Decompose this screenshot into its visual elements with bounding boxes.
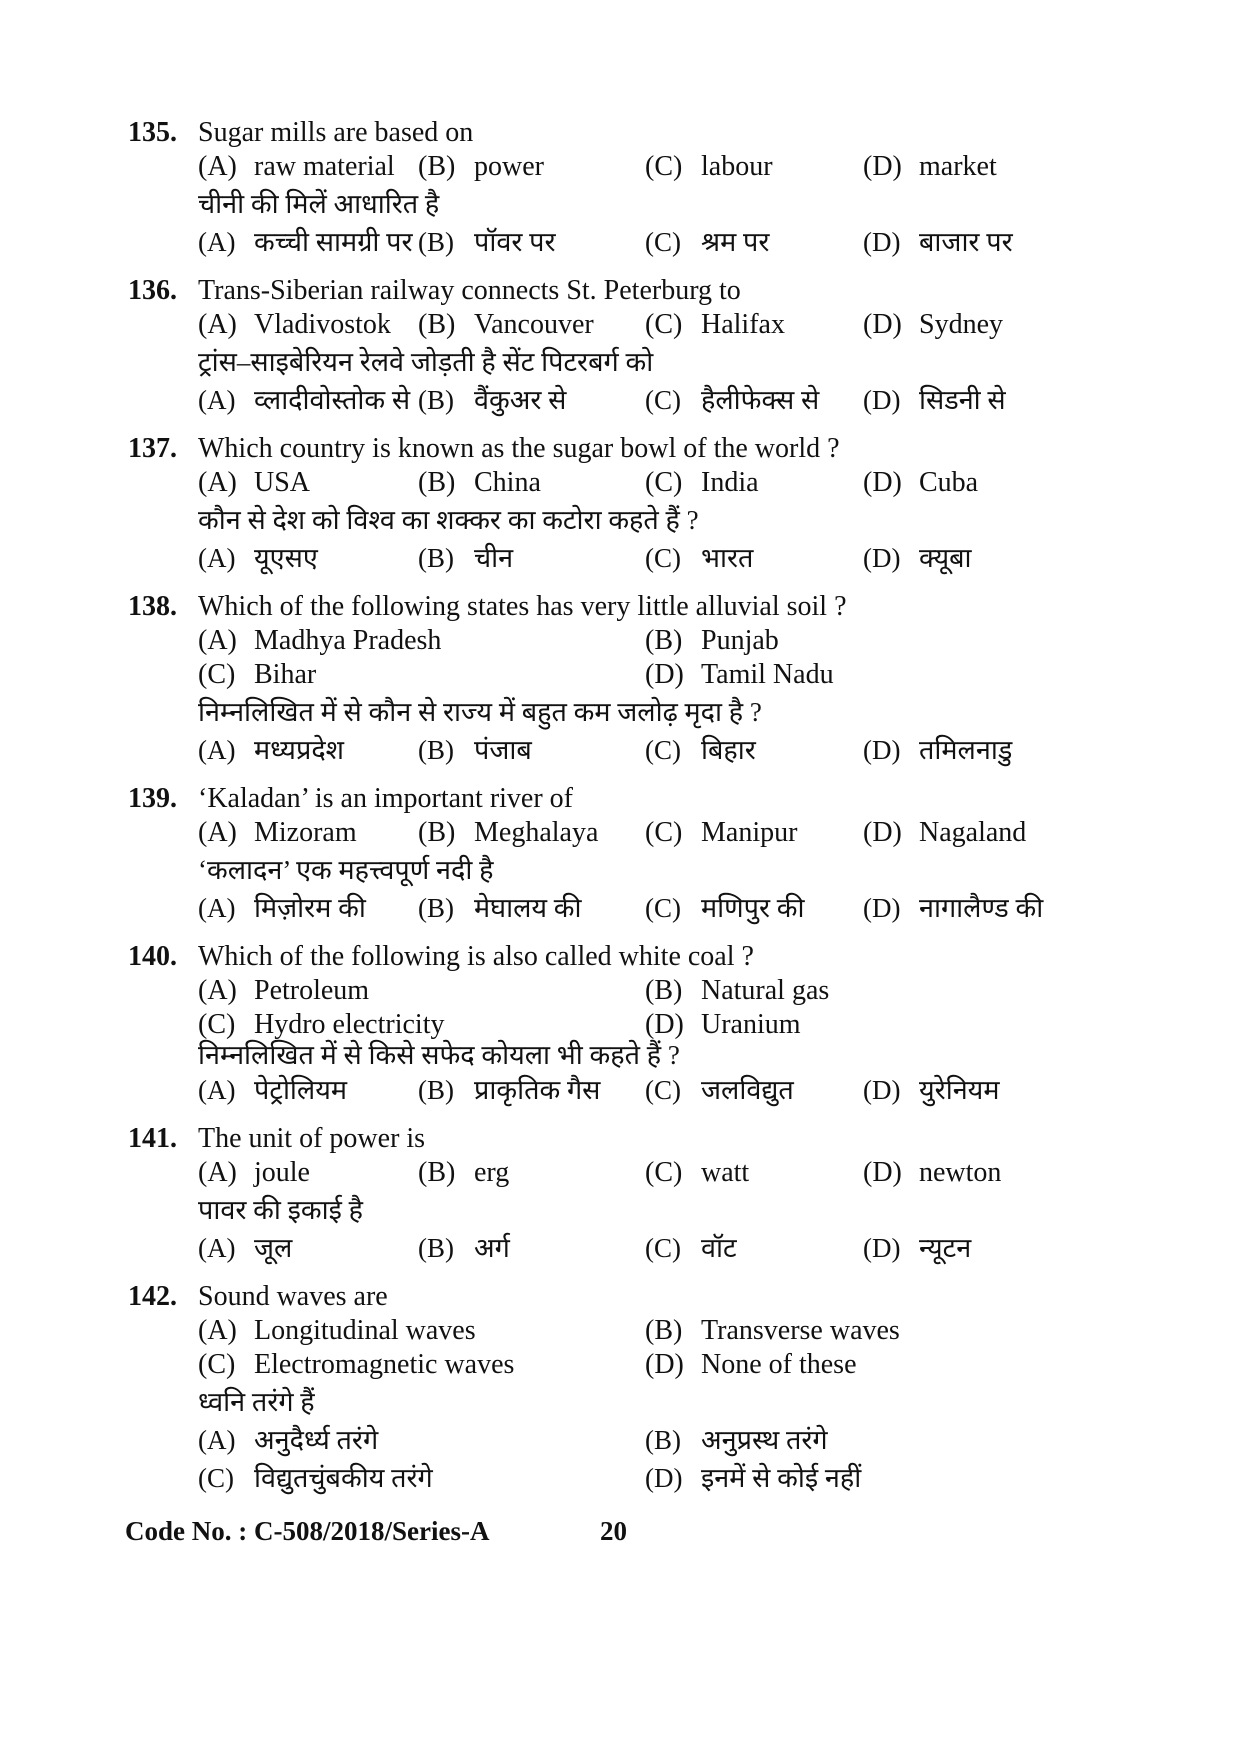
option-d	[863, 467, 978, 499]
option-label: (D)	[645, 659, 684, 690]
question-number: 139.	[128, 783, 177, 814]
page-number: 20	[600, 1516, 627, 1546]
option-text: China	[474, 467, 541, 498]
option-text: Madhya Pradesh	[254, 625, 442, 656]
option-text: Nagaland	[919, 817, 1027, 848]
option-label: (A)	[198, 893, 236, 923]
question-title: Which of the following states has very little alluvial soil ?	[198, 591, 847, 622]
option-label: (B)	[418, 467, 456, 498]
option-label: (A)	[198, 151, 237, 182]
option-label: (C)	[645, 1075, 681, 1105]
option-text: जूल	[254, 1233, 293, 1263]
option-label: (D)	[863, 1233, 901, 1263]
option-label: (B)	[418, 151, 456, 182]
option-text: जलविद्युत	[701, 1075, 794, 1105]
option-label: (D)	[863, 1157, 902, 1188]
option-text: चीन	[474, 543, 514, 573]
footer-code: Code No. : C-508/2018/Series-A	[125, 1516, 490, 1546]
option-label: (D)	[863, 151, 902, 182]
question-number: 142.	[128, 1281, 177, 1312]
option-d	[863, 1157, 1001, 1189]
option-label: (D)	[863, 227, 901, 257]
question-title: Which of the following is also called white coal ?	[198, 941, 754, 972]
option-label: (B)	[645, 1425, 681, 1455]
option-label: (A)	[198, 543, 236, 573]
question-number: 140.	[128, 941, 177, 972]
option-a	[198, 151, 395, 183]
option-text: Hydro electricity	[254, 1009, 445, 1040]
option-label: (C)	[198, 1349, 236, 1380]
option-d	[645, 1349, 857, 1381]
option-d	[645, 1009, 801, 1041]
option-label: (A)	[198, 735, 236, 765]
hindi-question-line: निम्नलिखित में से कौन से राज्य में बहुत कम जलोढ़ मृदा है ?	[198, 697, 762, 727]
option-text: पंजाब	[474, 735, 532, 765]
option-text: power	[474, 151, 544, 182]
option-a	[198, 227, 413, 258]
option-d	[863, 893, 1043, 924]
option-text: Mizoram	[254, 817, 357, 848]
option-label: (B)	[418, 735, 454, 765]
option-text: Manipur	[701, 817, 798, 848]
option-b	[418, 151, 544, 183]
option-d	[863, 385, 1006, 416]
hindi-question-line: चीनी की मिलें आधारित है	[198, 189, 440, 219]
option-label: (B)	[645, 1315, 683, 1346]
option-text: newton	[919, 1157, 1002, 1188]
option-label: (B)	[418, 817, 456, 848]
option-a	[198, 1075, 347, 1106]
option-label: (B)	[645, 975, 683, 1006]
option-text: व्लादीवोस्तोक से	[254, 385, 411, 415]
option-text: वैंकुअर से	[474, 385, 567, 415]
option-c	[198, 1463, 433, 1494]
option-label: (D)	[863, 1075, 901, 1105]
option-c	[645, 735, 756, 766]
option-a	[198, 817, 357, 849]
option-label: (A)	[198, 467, 237, 498]
option-text: अर्ग	[474, 1233, 510, 1263]
hindi-question-line: पावर की इकाई है	[198, 1195, 363, 1225]
option-label: (D)	[863, 385, 901, 415]
option-label: (B)	[418, 309, 456, 340]
question-title: ‘Kaladan’ is an important river of	[198, 783, 574, 814]
option-text: तमिलनाडु	[919, 735, 1013, 765]
option-text: मध्यप्रदेश	[254, 735, 345, 765]
question-number: 136.	[128, 275, 177, 306]
option-text: Longitudinal waves	[254, 1315, 476, 1346]
option-text: क्यूबा	[919, 543, 972, 573]
question-title: Trans-Siberian railway connects St. Peterburg to	[198, 275, 741, 306]
option-c	[645, 385, 819, 416]
option-a	[198, 893, 366, 924]
option-d	[863, 543, 972, 574]
option-label: (C)	[645, 893, 681, 923]
option-a	[198, 975, 369, 1007]
hindi-question-line: निम्नलिखित में से किसे सफेद कोयला भी कहते हैं ?	[198, 1040, 680, 1070]
option-label: (D)	[645, 1463, 683, 1493]
option-a	[198, 735, 344, 766]
question-title: Sugar mills are based on	[198, 117, 474, 148]
option-text: Uranium	[701, 1009, 801, 1040]
option-label: (C)	[198, 1463, 234, 1493]
option-d	[863, 817, 1026, 849]
option-d	[863, 309, 1003, 341]
option-label: (B)	[418, 227, 454, 257]
option-b	[418, 735, 532, 766]
option-label: (B)	[418, 1157, 456, 1188]
option-label: (A)	[198, 1075, 236, 1105]
option-c	[645, 817, 797, 849]
option-a	[198, 625, 441, 657]
option-label: (A)	[198, 227, 236, 257]
option-c	[198, 1009, 444, 1041]
option-label: (B)	[418, 1233, 454, 1263]
option-text: विद्युतचुंबकीय तरंगे	[254, 1463, 433, 1493]
option-label: (B)	[418, 893, 454, 923]
option-label: (A)	[198, 385, 236, 415]
option-text: मणिपुर की	[701, 893, 805, 923]
option-label: (A)	[198, 817, 237, 848]
option-text: Electromagnetic waves	[254, 1349, 515, 1380]
option-label: (D)	[863, 467, 902, 498]
option-text: प्राकृतिक गैस	[474, 1075, 601, 1105]
option-label: (C)	[645, 467, 683, 498]
option-text: मेघालय की	[474, 893, 582, 923]
option-text: यूएसए	[254, 543, 318, 573]
option-d	[863, 735, 1012, 766]
option-a	[198, 309, 391, 341]
option-a	[198, 385, 410, 416]
option-d	[863, 151, 997, 183]
option-text: श्रम पर	[701, 227, 770, 257]
option-a	[198, 1157, 310, 1189]
option-d	[645, 1463, 861, 1494]
option-label: (D)	[645, 1349, 684, 1380]
question-title: Which country is known as the sugar bowl of the world ?	[198, 433, 840, 464]
question-number: 135.	[128, 117, 177, 148]
option-d	[863, 227, 1013, 258]
option-text: कच्ची सामग्री पर	[254, 227, 413, 257]
option-label: (D)	[863, 893, 901, 923]
option-b	[418, 543, 513, 574]
option-c	[645, 151, 773, 183]
option-text: भारत	[701, 543, 754, 573]
option-d	[863, 1233, 971, 1264]
option-b	[645, 1425, 828, 1456]
option-b	[418, 309, 594, 341]
option-text: raw material	[254, 151, 395, 182]
option-c	[645, 467, 759, 499]
option-label: (A)	[198, 1425, 236, 1455]
option-b	[418, 817, 598, 849]
option-text: बाजार पर	[919, 227, 1013, 257]
option-c	[198, 1349, 514, 1381]
option-label: (C)	[645, 1233, 681, 1263]
hindi-question-line: कौन से देश को विश्व का शक्कर का कटोरा कहते हैं ?	[198, 505, 699, 535]
option-label: (C)	[645, 817, 683, 848]
option-text: Sydney	[919, 309, 1003, 340]
option-text: labour	[701, 151, 773, 182]
option-label: (A)	[198, 625, 237, 656]
option-text: Meghalaya	[474, 817, 599, 848]
option-label: (C)	[198, 659, 236, 690]
option-text: Punjab	[701, 625, 779, 656]
option-a	[198, 1315, 476, 1347]
option-b	[418, 385, 566, 416]
option-label: (D)	[645, 1009, 684, 1040]
option-a	[198, 1233, 292, 1264]
option-label: (C)	[198, 1009, 236, 1040]
option-text: Cuba	[919, 467, 979, 498]
option-text: India	[701, 467, 759, 498]
option-text: नागालैण्ड की	[919, 893, 1044, 923]
option-c	[645, 227, 769, 258]
option-label: (C)	[645, 227, 681, 257]
option-label: (B)	[418, 385, 454, 415]
option-a	[198, 1425, 378, 1456]
option-label: (C)	[645, 151, 683, 182]
option-label: (A)	[198, 1315, 237, 1346]
option-text: Natural gas	[701, 975, 830, 1006]
option-d	[645, 659, 834, 691]
hindi-question-line: ‘कलादन’ एक महत्त्वपूर्ण नदी है	[198, 855, 494, 885]
option-label: (B)	[418, 543, 454, 573]
option-text: सिडनी से	[919, 385, 1006, 415]
option-label: (D)	[863, 735, 901, 765]
option-text: पॉवर पर	[474, 227, 556, 257]
option-d	[863, 1075, 1000, 1106]
option-a	[198, 543, 318, 574]
option-text: Transverse waves	[701, 1315, 900, 1346]
option-label: (A)	[198, 1233, 236, 1263]
question-title: Sound waves are	[198, 1281, 388, 1312]
option-text: युरेनियम	[919, 1075, 1000, 1105]
option-b	[645, 625, 779, 657]
option-text: market	[919, 151, 997, 182]
option-label: (D)	[863, 543, 901, 573]
option-text: अनुदैर्ध्य तरंगे	[254, 1425, 379, 1455]
option-c	[645, 1157, 749, 1189]
option-text: USA	[254, 467, 311, 498]
option-text: मिज़ोरम की	[254, 893, 366, 923]
option-text: Vladivostok	[254, 309, 391, 340]
option-text: हैलीफेक्स से	[701, 385, 820, 415]
option-label: (A)	[198, 975, 237, 1006]
option-text: Halifax	[701, 309, 785, 340]
option-c	[645, 1075, 794, 1106]
question-number: 137.	[128, 433, 177, 464]
option-label: (C)	[645, 543, 681, 573]
option-text: वॉट	[701, 1233, 737, 1263]
question-number: 141.	[128, 1123, 177, 1154]
option-label: (B)	[645, 625, 683, 656]
option-text: Bihar	[254, 659, 317, 690]
option-c	[645, 893, 805, 924]
option-label: (B)	[418, 1075, 454, 1105]
option-a	[198, 467, 310, 499]
option-text: न्यूटन	[919, 1233, 972, 1263]
question-number: 138.	[128, 591, 177, 622]
option-text: बिहार	[701, 735, 756, 765]
option-b	[418, 467, 541, 499]
option-text: पेट्रोलियम	[254, 1075, 348, 1105]
option-b	[418, 893, 582, 924]
option-c	[198, 659, 316, 691]
option-label: (A)	[198, 1157, 237, 1188]
option-label: (C)	[645, 735, 681, 765]
option-b	[645, 975, 829, 1007]
option-c	[645, 309, 785, 341]
option-label: (C)	[645, 309, 683, 340]
option-text: joule	[254, 1157, 310, 1188]
option-text: Vancouver	[474, 309, 594, 340]
option-b	[418, 227, 556, 258]
option-text: erg	[474, 1157, 510, 1188]
option-text: Petroleum	[254, 975, 370, 1006]
option-text: इनमें से कोई नहीं	[701, 1463, 862, 1493]
option-label: (C)	[645, 385, 681, 415]
question-title: The unit of power is	[198, 1123, 426, 1154]
option-text: Tamil Nadu	[701, 659, 834, 690]
option-b	[418, 1233, 510, 1264]
option-text: अनुप्रस्थ तरंगे	[701, 1425, 828, 1455]
option-b	[418, 1157, 509, 1189]
option-label: (C)	[645, 1157, 683, 1188]
option-label: (A)	[198, 309, 237, 340]
option-c	[645, 543, 753, 574]
option-text: watt	[701, 1157, 750, 1188]
option-b	[418, 1075, 600, 1106]
option-c	[645, 1233, 737, 1264]
hindi-question-line: ध्वनि तरंगे हैं	[198, 1387, 315, 1417]
option-text: None of these	[701, 1349, 857, 1380]
option-label: (D)	[863, 817, 902, 848]
hindi-question-line: ट्रांस–साइबेरियन रेलवे जोड़ती है सेंट पिटरबर्ग को	[198, 347, 654, 377]
option-b	[645, 1315, 900, 1347]
option-label: (D)	[863, 309, 902, 340]
